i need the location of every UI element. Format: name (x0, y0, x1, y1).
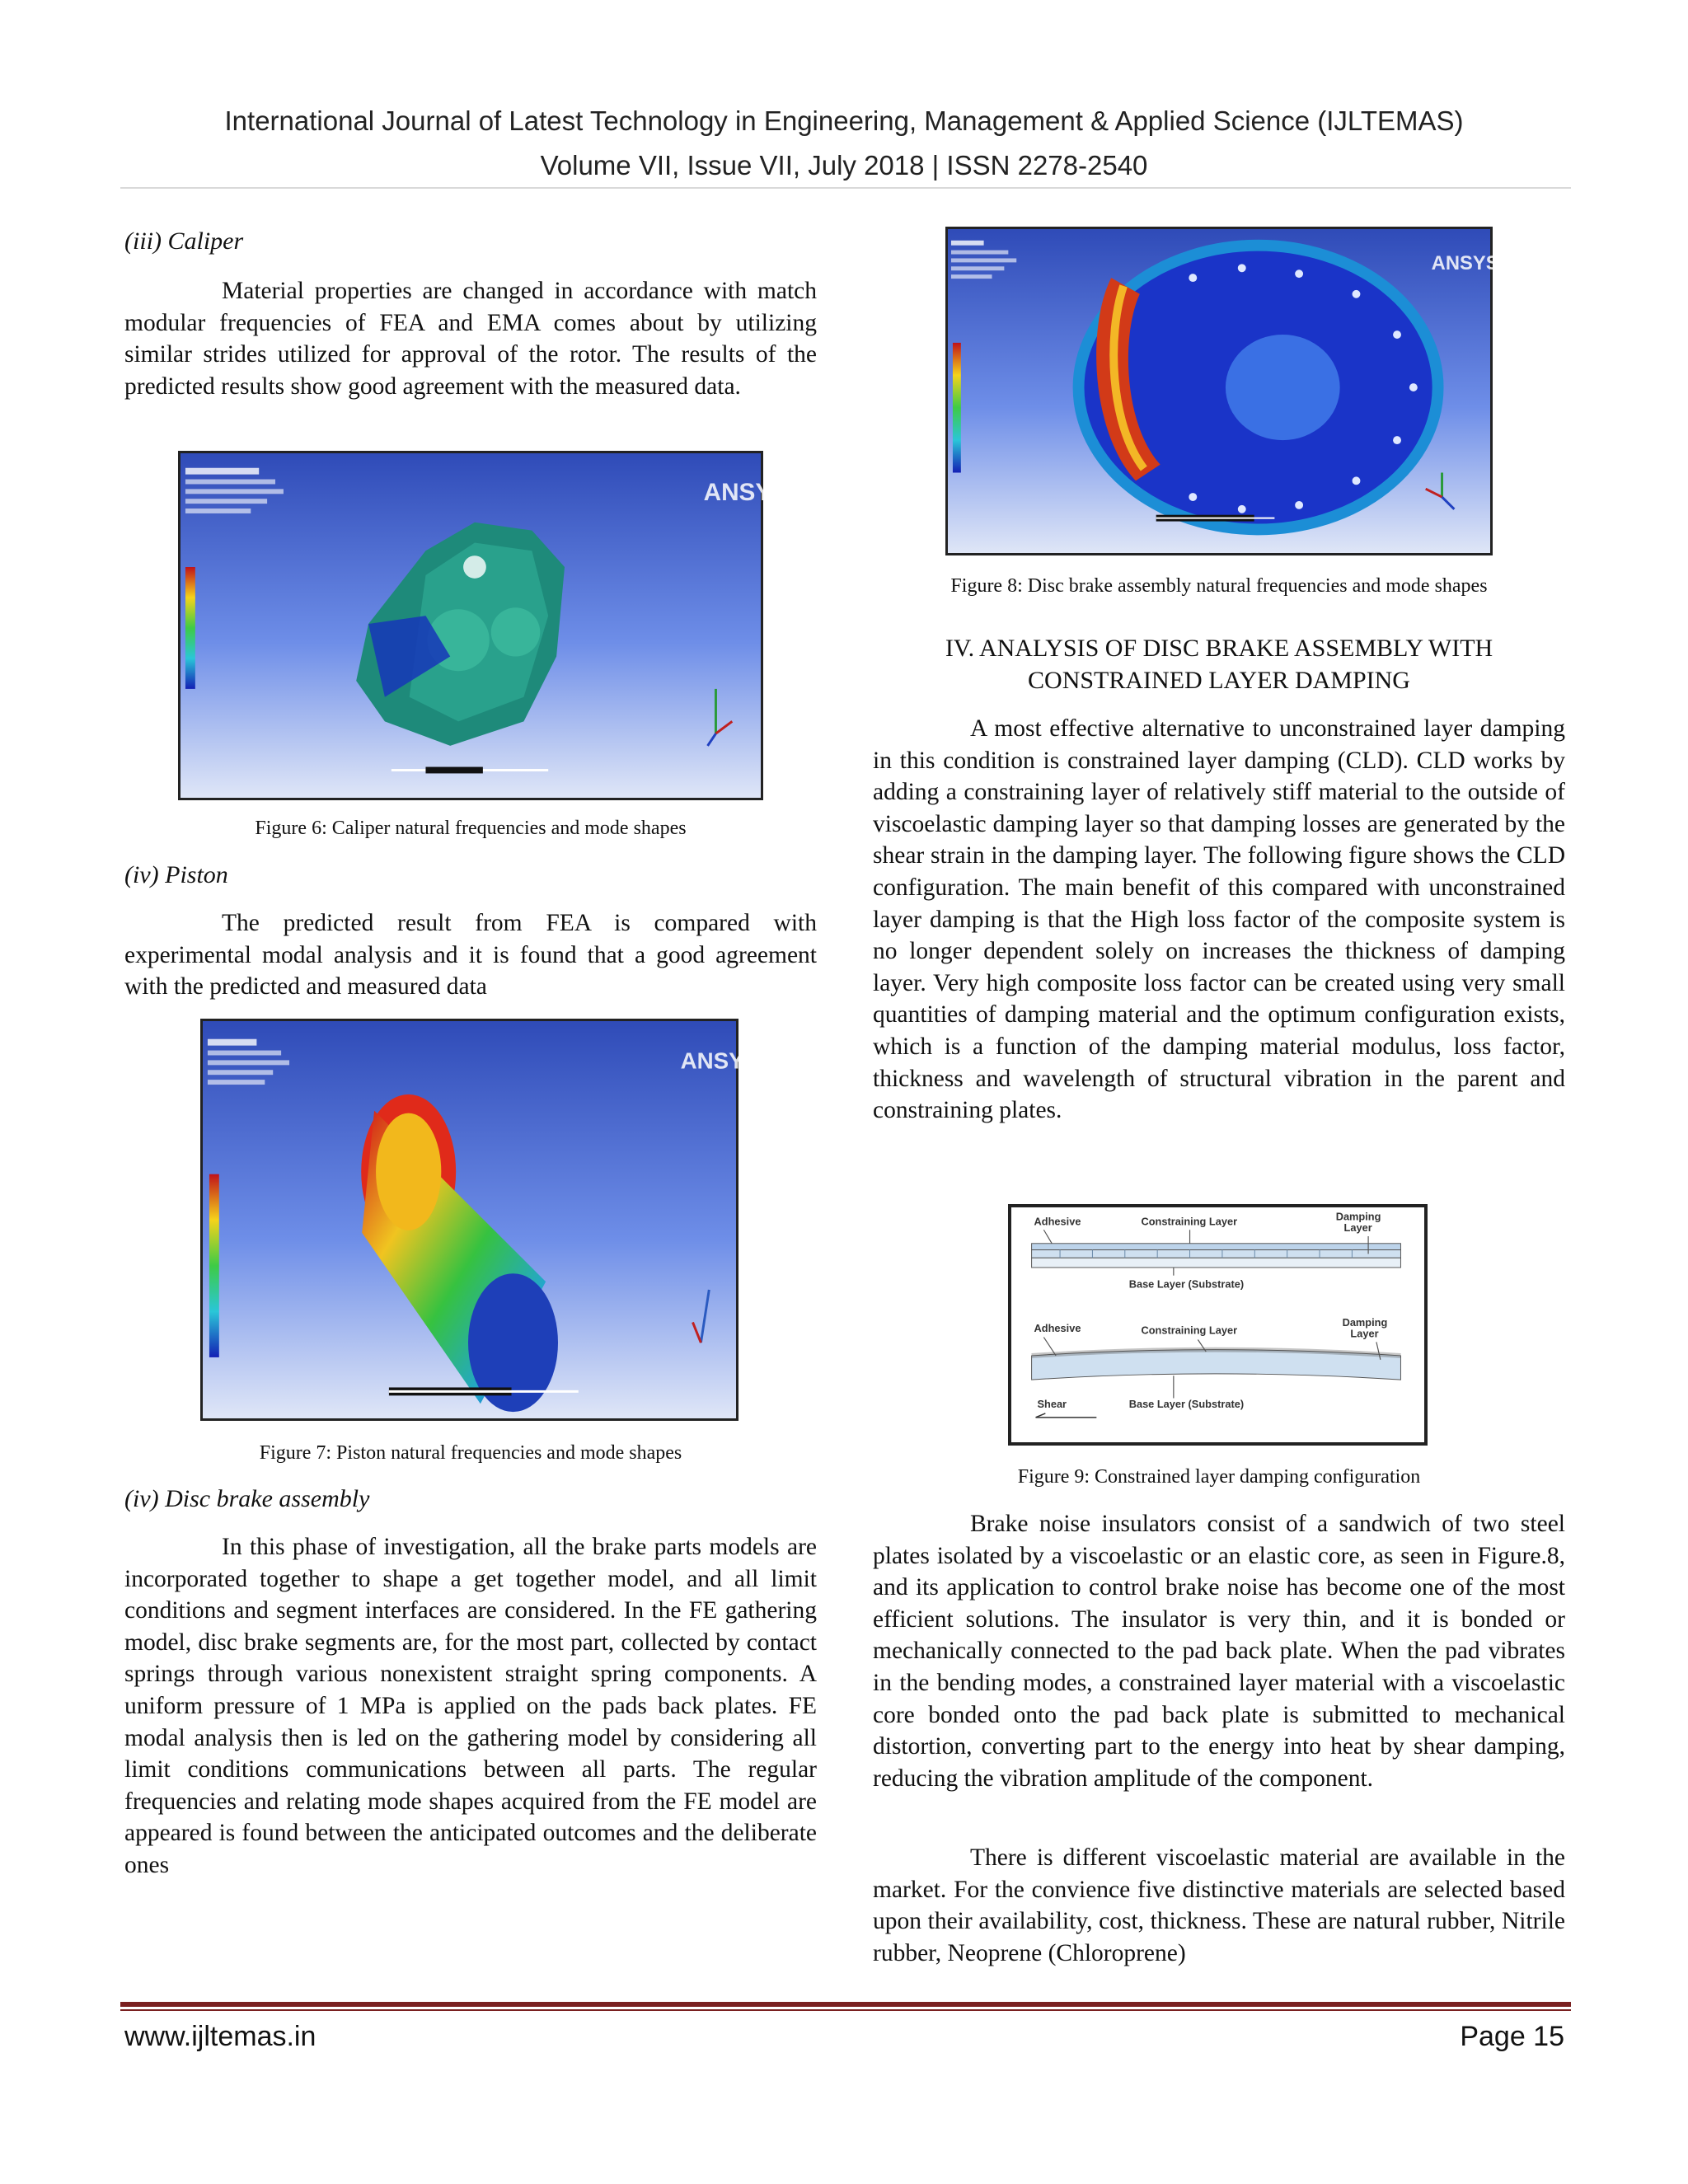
caliper-paragraph: Material properties are changed in accordance with match modular frequencies of FEA and EMA comes about by utilizing similar strides utilized for approval of the rotor. The results of the predicted results show good agreement with the measured data. (124, 278, 817, 400)
cld-label-adhesive-2: Adhesive (1034, 1321, 1081, 1334)
piston-paragraph: The predicted result from FEA is compared with experimental modal analysis and it is found that a good agreement with the predicted and measured data (124, 910, 817, 1001)
section-iv-heading-line2: CONSTRAINED LAYER DAMPING (1028, 667, 1410, 694)
cld-label-layer-2: Layer (1350, 1327, 1379, 1340)
cld-label-layer: Layer (1343, 1221, 1372, 1235)
caliper-subheading: (iii) Caliper (124, 227, 244, 255)
header-divider (120, 187, 1571, 189)
cld-label-adhesive: Adhesive (1034, 1215, 1081, 1228)
materials-paragraph: There is different viscoelastic material are available in the market. For the convience five distinctive materials are selected based upon their availability, cost, thickness. These are natural rubber, Nitrile rubber, Neoprene (Chloroprene) (873, 1844, 1565, 1966)
figure-8-caption: Figure 8: Disc brake assembly natural frequencies and mode shapes (950, 575, 1488, 597)
insulator-paragraph: Brake noise insulators consist of a sandwich of two steel plates isolated by a viscoelastic or an elastic core, as seen in Figure.8, and its application to control brake noise has become one of the most efficient solutions. The insulator is very thin, and it is bonded or mechanically connected to the pad back plate. When the pad vibrates in the bending modes, a constrained layer material with a viscoelastic core bonded onto the pad back plate is submitted to mechanical distortion, converting part to the energy into heat by shear damping, reducing the vibration amplitude of the component. (873, 1511, 1565, 1792)
footer-website-link[interactable]: www.ijltemas.in (124, 2021, 316, 2052)
caliper-mode-shape-render (181, 453, 789, 798)
ansys-logo: ANSYS (680, 1047, 760, 1074)
figure-7-piston-image (200, 1019, 760, 1421)
footer-rule-thick (120, 2002, 1571, 2007)
cld-label-base-layer: Base Layer (Substrate) (1128, 1277, 1245, 1291)
cld-paragraph: A most effective alternative to unconstrained layer damping in this condition is constrained layer damping (CLD). CLD works by adding a constraining layer of relatively stiff material to the outside of viscoelastic damping layer so that damping losses are generated by the shear strain in the damping layer. The following figure shows the CLD configuration. The main benefit of this compared with unconstrained layer damping is that the High loss factor of the composite system is no longer dependent solely on increases the thickness of damping layer. Very high composite loss factor can be created using very small quantities of damping material and the optimum configuration exists, which is a function of the damping material modulus, loss factor, thickness and wavelength of structural vibration in the parent and constraining plates. (873, 715, 1565, 1124)
figure-7-caption: Figure 7: Piston natural frequencies and mode shapes (259, 1442, 682, 1464)
disc-assembly-subheading: (iv) Disc brake assembly (124, 1485, 370, 1512)
cld-label-base-layer-2: Base Layer (Substrate) (1128, 1398, 1245, 1411)
cld-label-shear: Shear (1037, 1398, 1067, 1411)
ansys-logo: ANSYS (1431, 253, 1499, 275)
piston-subheading: (iv) Piston (124, 861, 228, 888)
cld-label-constraining-layer: Constraining Layer (1141, 1215, 1238, 1228)
section-iv-heading (873, 632, 1565, 696)
disc-brake-mode-shape-render (948, 229, 1499, 553)
figure-8-disc-brake-image (945, 227, 1499, 555)
journal-issue: Volume VII, Issue VII, July 2018 | ISSN 2278-2540 (540, 150, 1148, 180)
cld-label-constraining-layer-2: Constraining Layer (1141, 1324, 1238, 1337)
cld-diagram-drawing (1011, 1207, 1424, 1442)
piston-mode-shape-render (203, 1021, 760, 1418)
figure-6-caliper-image (178, 451, 789, 800)
ansys-logo: ANSYS (703, 479, 789, 507)
section-iv-heading-line1: IV. ANALYSIS OF DISC BRAKE ASSEMBLY WITH (945, 635, 1493, 662)
footer-page-number: Page 15 (1460, 2021, 1564, 2052)
cld-label-damping-2: Damping (1342, 1316, 1388, 1329)
figure-6-caption: Figure 6: Caliper natural frequencies and mode shapes (255, 818, 687, 839)
figure-9-caption: Figure 9: Constrained layer damping configuration (1017, 1466, 1421, 1488)
disc-assembly-paragraph: In this phase of investigation, all the brake parts models are incorporated together to shape a get together model, and all limit conditions and segment interfaces are considered. In the FE gathering model, disc brake segments are, for the most part, collected by contact springs through various nonexistent straight spring components. A uniform pressure of 1 MPa is applied on the pads back plates. FE modal analysis then is led on the gathering model by considering all limit conditions communications between all parts. The regular frequencies and relating mode shapes acquired from the FE model are appeared is found between the anticipated outcomes and the deliberate ones (124, 1534, 817, 1878)
figure-9-cld-diagram (1008, 1204, 1428, 1446)
journal-title: International Journal of Latest Technology in Engineering, Management & Applied Science (IJLTEMAS) (224, 105, 1464, 136)
cld-label-damping: Damping (1335, 1210, 1381, 1223)
footer-rule-thin (120, 2009, 1571, 2011)
journal-header (124, 99, 1564, 188)
